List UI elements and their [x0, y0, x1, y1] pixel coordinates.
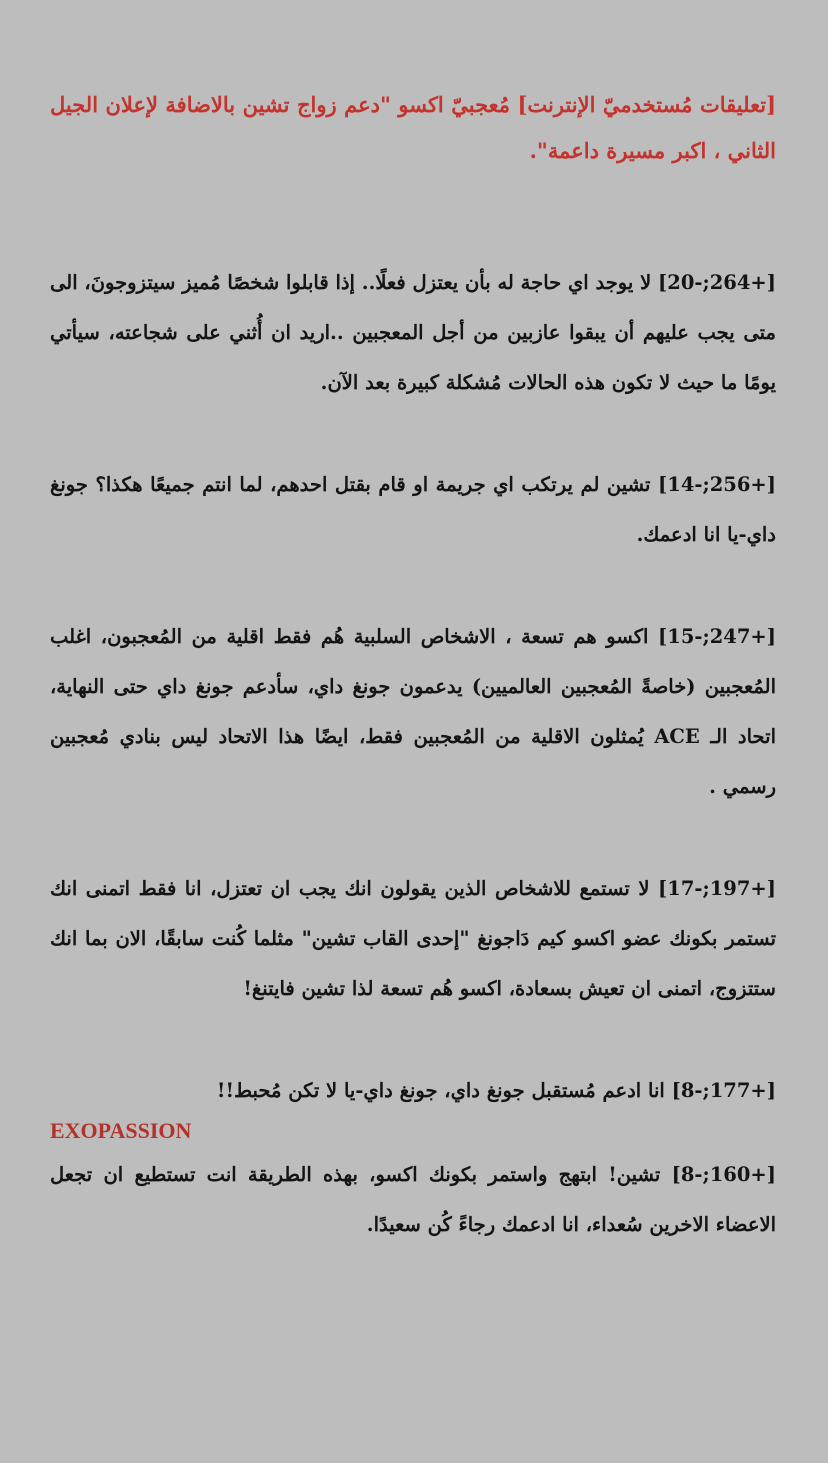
comment-2 [50, 460, 776, 560]
article [50, 82, 776, 1250]
vote-count: [+197;-17] [658, 877, 776, 900]
comment-text: تشين! ابتهج واستمر بكونك اكسو، بهذه الطريقة انت تستطيع ان تجعل الاعضاء الاخرين سُعداء، انا ادعمك رجاءً كُن سعيدًا. [50, 1163, 776, 1236]
comment-text: لا يوجد اي حاجة له بأن يعتزل فعلًا.. إذا قابلوا شخصًا مُميز سيتزوجونَ، الى متى يجب عليهم أن يبقوا عازبين من أجل المعجبين ..اريد ان أُثني على شجاعته، سيأتي يومًا ما حيث لا تكون هذه الحالات مُشكلة كبيرة بعد الآن. [50, 271, 776, 394]
comment-text: لا تستمع للاشخاص الذين يقولون انك يجب ان تعتزل، انا فقط اتمنى انك تستمر بكونك عضو اكسو كيم دَاجونغ "إحدى القاب تشين" مثلما كُنت سابقًا، الان بما انك ستتزوج، اتمنى ان تعيش بسعادة، اكسو هُم تسعة لذا تشين فايتنغ! [50, 877, 776, 1000]
vote-count: [+177;-8] [671, 1079, 776, 1102]
comment-1 [50, 258, 776, 408]
vote-count: [+160;-8] [671, 1163, 776, 1186]
comment-text: تشين لم يرتكب اي جريمة او قام بقتل احدهم، لما انتم جميعًا هكذا؟ جونغ داي-يا انا ادعمك. [50, 473, 776, 546]
comment-6 [50, 1150, 776, 1250]
vote-count: [+256;-14] [658, 473, 776, 496]
article-title: [تعليقات مُستخدميّ الإنترنت] مُعجبيّ اكسو "دعم زواج تشين بالاضافة لإعلان الجيل الثاني ، اكبر مسيرة داعمة". [50, 92, 776, 163]
comment-text: اكسو هم تسعة ، الاشخاص السلبية هُم فقط اقلية من المُعجبون، اغلب المُعجبين (خاصةً المُعجبين العالميين) يدعمون جونغ داي، سأدعم جونغ داي حتى النهاية، اتحاد الـ ACE يُمثلون الاقلية من المُعجبين فقط، ايضًا هذا الاتحاد ليس بنادي مُعجبين رسمي . [50, 625, 776, 798]
comment-text: انا ادعم مُستقبل جونغ داي، جونغ داي-يا لا تكن مُحبط!! [216, 1079, 665, 1102]
vote-count: [+247;-15] [658, 625, 776, 648]
comment-3 [50, 612, 776, 812]
vote-count: [+264;-20] [658, 271, 776, 294]
comment-4 [50, 864, 776, 1014]
source-signature: EXOPASSION [50, 1118, 192, 1143]
comment-5 [50, 1066, 776, 1116]
